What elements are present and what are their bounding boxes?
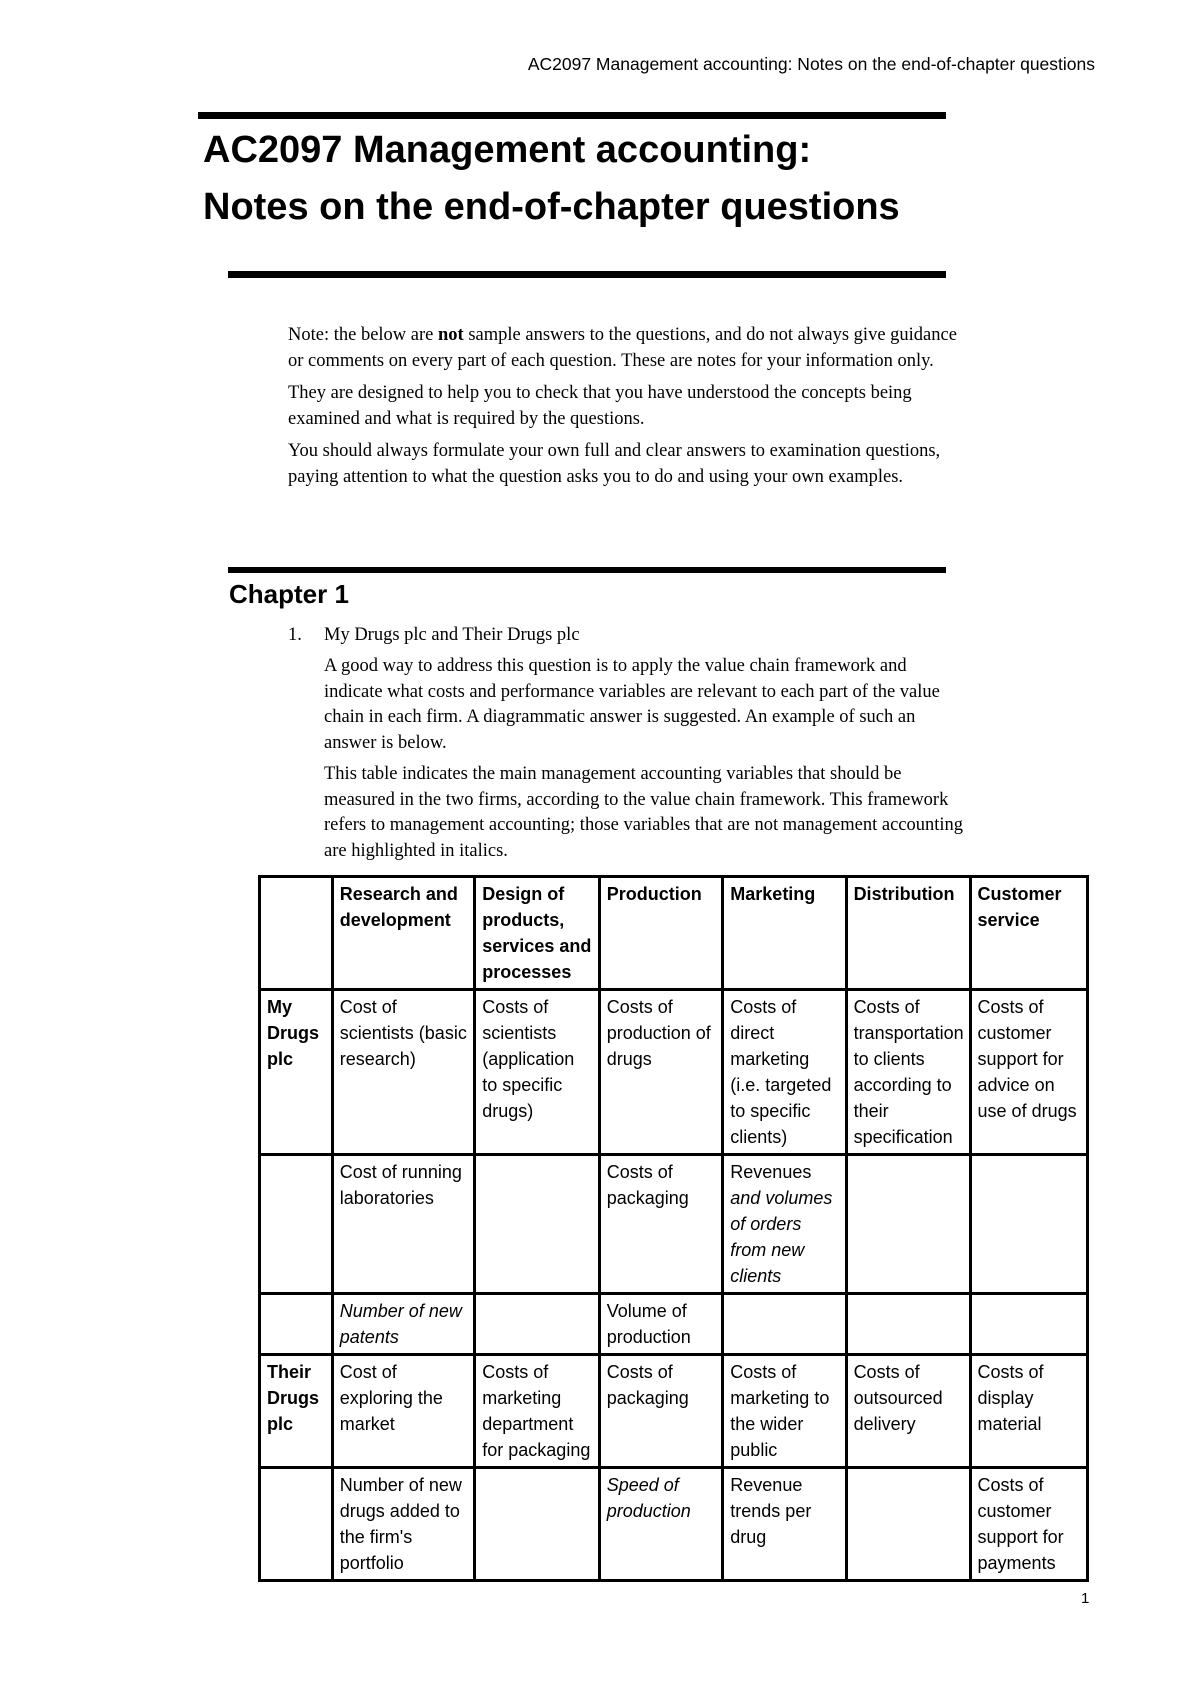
table-cell: [970, 1294, 1087, 1355]
table-cell: [475, 1294, 599, 1355]
table-row: [260, 1468, 1088, 1581]
table-cell: [846, 1155, 970, 1294]
title-top-rule: [198, 112, 946, 119]
running-header: AC2097 Management accounting: Notes on the end-of-chapter questions: [527, 54, 1095, 74]
table-cell: [723, 1155, 846, 1294]
table-cell: Costs of marketing to the wider public: [723, 1355, 846, 1468]
table-cell: Costs of display material: [970, 1355, 1087, 1468]
table-cell: Costs of scientists (application to specific drugs): [475, 990, 599, 1155]
table-header-cell: Customer service: [970, 877, 1087, 990]
table-cell: Cost of running laboratories: [332, 1155, 474, 1294]
note-paragraph-2: They are designed to help you to check that you have understood the concepts being examined and what is required by the questions.: [288, 383, 912, 429]
question-number: 1.: [288, 625, 302, 645]
table-row-label: My Drugs plc: [260, 990, 333, 1155]
table-row: [260, 1294, 1088, 1355]
answer-paragraph-2: This table indicates the main management accounting variables that should be measured in the two firms, according to the value chain framework. This framework refers to management accounting; those variables that are not management accounting are highlighted in italics.: [324, 764, 964, 861]
table-header-cell: Research and development: [332, 877, 474, 990]
table-cell: Cost of scientists (basic research): [332, 990, 474, 1155]
question-title: My Drugs plc and Their Drugs plc: [324, 625, 580, 645]
table-body: [260, 990, 1088, 1581]
question-answer: [324, 654, 964, 870]
table-header-cell: Distribution: [846, 877, 970, 990]
cell-italic-text: Number of new patents: [339, 1301, 462, 1347]
table-header-row: [260, 877, 1088, 990]
table-row: [260, 1355, 1088, 1468]
table-cell: [332, 1294, 474, 1355]
title-bottom-rule: [228, 271, 946, 278]
note-emphasis: not: [438, 325, 464, 345]
note-paragraph-3: You should always formulate your own full and clear answers to examination questions, paying attention to what the question asks you to do and using your own examples.: [288, 441, 941, 487]
table-header-cell: Marketing: [723, 877, 846, 990]
table-cell: Cost of exploring the market: [332, 1355, 474, 1468]
document-title-line1: AC2097 Management accounting:: [203, 129, 812, 171]
chapter-heading: Chapter 1: [229, 579, 349, 609]
table-cell: [475, 1468, 599, 1581]
cell-italic-text: and volumes of orders from new clients: [730, 1188, 833, 1286]
note-block: [288, 322, 968, 496]
document-title: [203, 122, 900, 236]
table-row: [260, 1155, 1088, 1294]
table-cell: Costs of packaging: [599, 1155, 723, 1294]
table-header-cell: Production: [599, 877, 723, 990]
table-row-label: [260, 1294, 333, 1355]
page-number: 1: [1081, 1590, 1090, 1607]
cell-italic-text: Speed of production: [606, 1475, 691, 1521]
table-cell: Volume of production: [599, 1294, 723, 1355]
table-cell: Costs of packaging: [599, 1355, 723, 1468]
table-row-label: [260, 1468, 333, 1581]
table-cell: [475, 1155, 599, 1294]
table-cell: [599, 1468, 723, 1581]
cell-plain-text: Revenues: [730, 1162, 812, 1182]
table-cell: Number of new drugs added to the firm's portfolio: [332, 1468, 474, 1581]
table-cell: Costs of production of drugs: [599, 990, 723, 1155]
table-cell: Costs of outsourced delivery: [846, 1355, 970, 1468]
table-cell: [970, 1155, 1087, 1294]
table-cell: Revenue trends per drug: [723, 1468, 846, 1581]
table-cell: Costs of customer support for payments: [970, 1468, 1087, 1581]
table-header-cell: Design of products, services and processes: [475, 877, 599, 990]
table-cell: [846, 1468, 970, 1581]
table-row-label: [260, 1155, 333, 1294]
table-cell: [723, 1294, 846, 1355]
table-cell: Costs of transportation to clients according to their specification: [846, 990, 970, 1155]
table-cell: Costs of direct marketing (i.e. targeted to specific clients): [723, 990, 846, 1155]
table-cell: Costs of customer support for advice on use of drugs: [970, 990, 1087, 1155]
table-cell: Costs of marketing department for packaging: [475, 1355, 599, 1468]
document-title-line2: Notes on the end-of-chapter questions: [203, 186, 900, 228]
chapter-rule: [228, 567, 946, 573]
note-paragraph-1: Note: the below are not sample answers to the questions, and do not always give guidance or comments on every part of each question. These are notes for your information only.: [288, 325, 957, 371]
answer-paragraph-1: A good way to address this question is to apply the value chain framework and indicate what costs and performance variables are relevant to each part of the value chain in each firm. A diagrammatic answer is suggested. An example of such an answer is below.: [324, 656, 940, 753]
table-row: [260, 990, 1088, 1155]
table-row-label: Their Drugs plc: [260, 1355, 333, 1468]
table-header-cell: [260, 877, 333, 990]
table-cell: [846, 1294, 970, 1355]
value-chain-table: [258, 875, 1089, 1582]
